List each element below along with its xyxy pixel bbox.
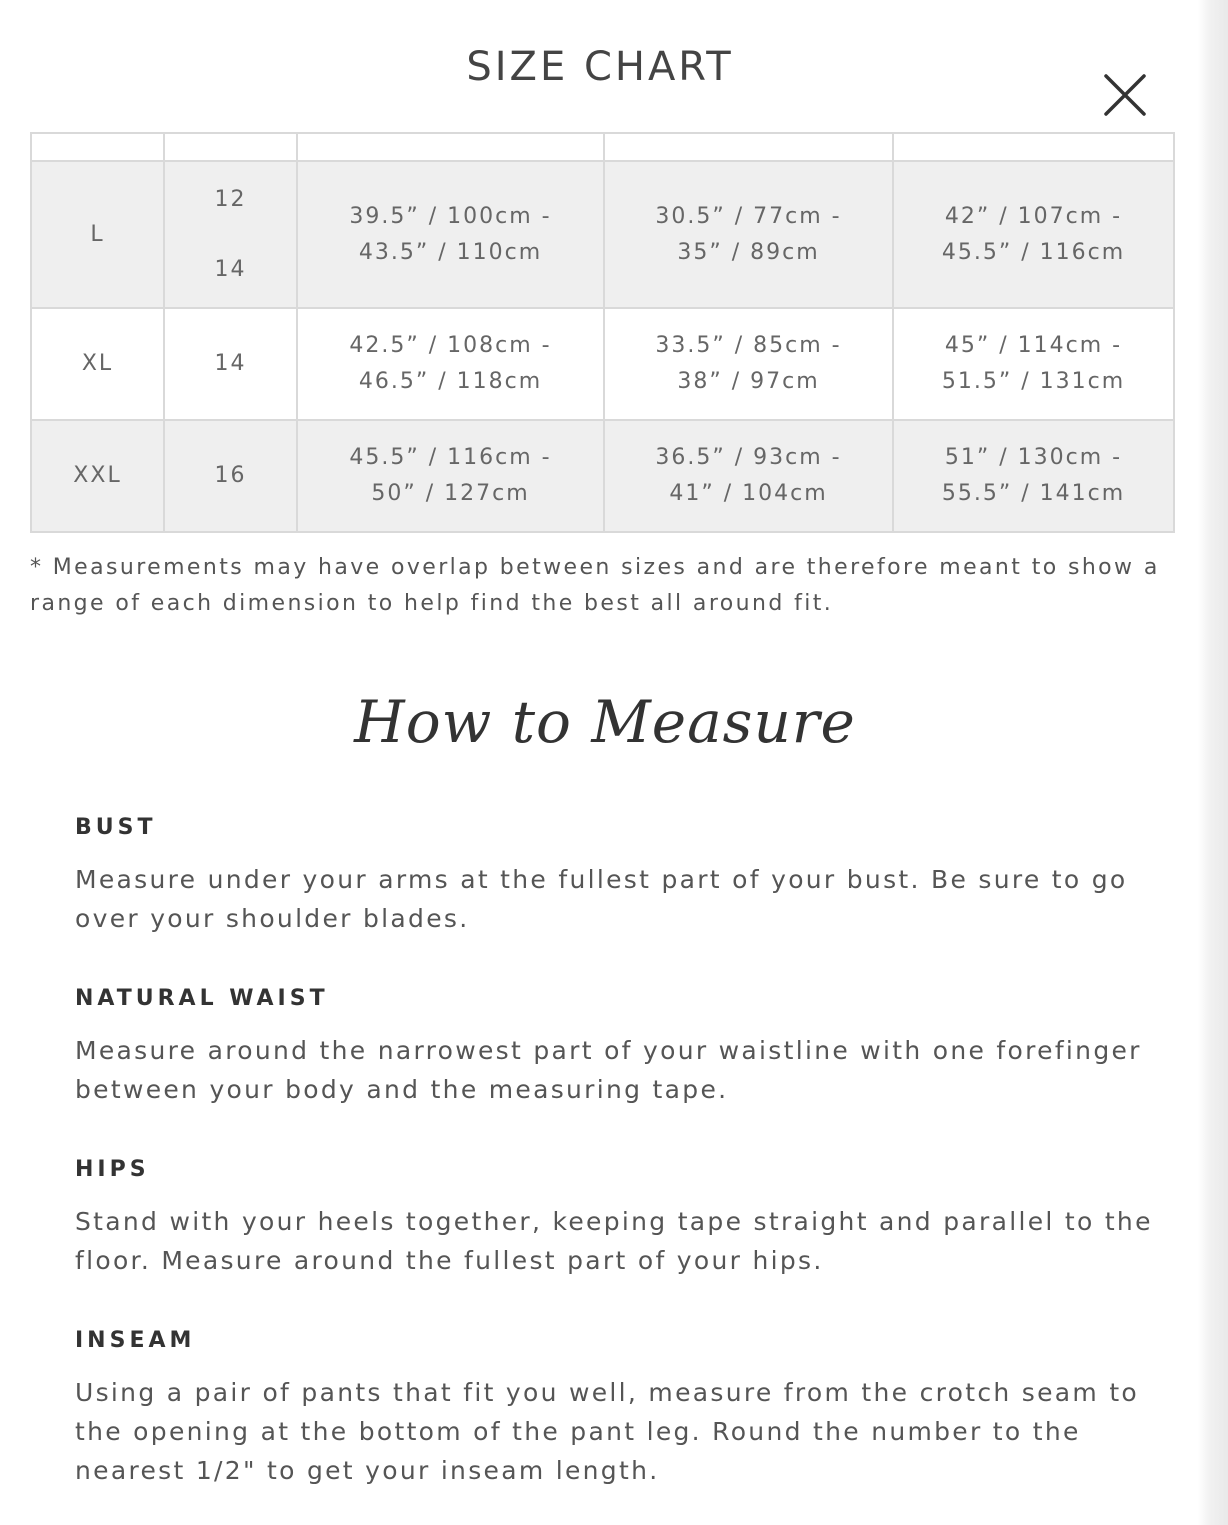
table-row xyxy=(31,161,1174,308)
bust-range-start: 45.5” / 116cm - xyxy=(349,445,552,470)
hips-section xyxy=(75,1156,1155,1280)
size-cell xyxy=(31,420,164,532)
waist-cell xyxy=(604,308,893,420)
size-label: XL xyxy=(81,351,114,376)
bust-cell xyxy=(297,308,604,420)
bust-range-end: 43.5” / 110cm xyxy=(358,239,543,265)
section-body: Using a pair of pants that fit you well, measure from the crotch seam to the opening at the bottom of the pant leg. Round the number to the nearest 1/2" to get your inseam length. xyxy=(75,1378,1140,1485)
header-cell xyxy=(31,133,164,161)
waist-range-end: 38” / 97cm xyxy=(677,369,820,394)
scrollbar-track[interactable] xyxy=(1198,0,1228,1525)
us-size-value: 14 xyxy=(214,256,247,282)
header-cell xyxy=(297,133,604,161)
bust-cell xyxy=(297,420,604,532)
size-chart-table xyxy=(30,132,1175,533)
bust-range-start: 42.5” / 108cm - xyxy=(349,333,552,358)
size-label: XXL xyxy=(73,463,122,488)
us-size-cell xyxy=(164,420,297,532)
hips-cell xyxy=(893,161,1174,308)
hips-range-end: 45.5” / 116cm xyxy=(941,239,1126,265)
hips-range-start: 45” / 114cm - xyxy=(944,333,1123,358)
table-row xyxy=(31,308,1174,420)
inseam-section xyxy=(75,1327,1155,1490)
waist-range-end: 41” / 104cm xyxy=(669,481,828,506)
us-size-cell xyxy=(164,161,297,308)
bust-cell xyxy=(297,161,604,308)
section-body: Stand with your heels together, keeping tape straight and parallel to the floor. Measure around the fullest part of your hips. xyxy=(75,1207,1153,1275)
hips-range-start: 51” / 130cm - xyxy=(944,445,1123,470)
modal-title: SIZE CHART xyxy=(466,44,734,90)
us-size-value: 12 xyxy=(214,186,247,212)
section-body: Measure around the narrowest part of your waistline with one forefinger between your body and the measuring tape. xyxy=(75,1036,1142,1104)
bust-range-end: 50” / 127cm xyxy=(371,481,530,506)
hips-range-start: 42” / 107cm - xyxy=(944,203,1123,229)
section-heading: HIPS xyxy=(75,1157,150,1182)
section-heading: NATURAL WAIST xyxy=(75,986,329,1011)
close-button[interactable] xyxy=(1100,70,1150,120)
section-body: Measure under your arms at the fullest part of your bust. Be sure to go over your shoulder blades. xyxy=(75,865,1128,933)
how-to-measure-title: How to Measure xyxy=(354,688,856,756)
waist-range-start: 36.5” / 93cm - xyxy=(655,445,842,470)
us-size-value: 16 xyxy=(214,463,247,488)
size-label: L xyxy=(90,221,105,247)
hips-range-end: 51.5” / 131cm xyxy=(941,369,1126,394)
hips-cell xyxy=(893,308,1174,420)
close-icon xyxy=(1100,70,1150,120)
table-footnote: * Measurements may have overlap between sizes and are therefore meant to show a range of each dimension to help find the best all around fit. xyxy=(30,555,1160,616)
waist-range-start: 33.5” / 85cm - xyxy=(655,333,842,358)
waist-cell xyxy=(604,420,893,532)
us-size-cell xyxy=(164,308,297,420)
bust-section xyxy=(75,814,1155,938)
bust-range-start: 39.5” / 100cm - xyxy=(349,203,552,229)
size-cell xyxy=(31,308,164,420)
table-header-row xyxy=(31,133,1174,161)
section-heading: INSEAM xyxy=(75,1328,196,1353)
hips-cell xyxy=(893,420,1174,532)
hips-range-end: 55.5” / 141cm xyxy=(941,481,1126,506)
size-cell xyxy=(31,161,164,308)
waist-range-start: 30.5” / 77cm - xyxy=(655,203,842,229)
header-cell xyxy=(604,133,893,161)
section-heading: BUST xyxy=(75,815,157,840)
natural-waist-section xyxy=(75,985,1155,1109)
header-cell xyxy=(893,133,1174,161)
us-size-value: 14 xyxy=(214,351,247,376)
waist-range-end: 35” / 89cm xyxy=(677,239,820,265)
bust-range-end: 46.5” / 118cm xyxy=(358,369,543,394)
waist-cell xyxy=(604,161,893,308)
table-row xyxy=(31,420,1174,532)
header-cell xyxy=(164,133,297,161)
